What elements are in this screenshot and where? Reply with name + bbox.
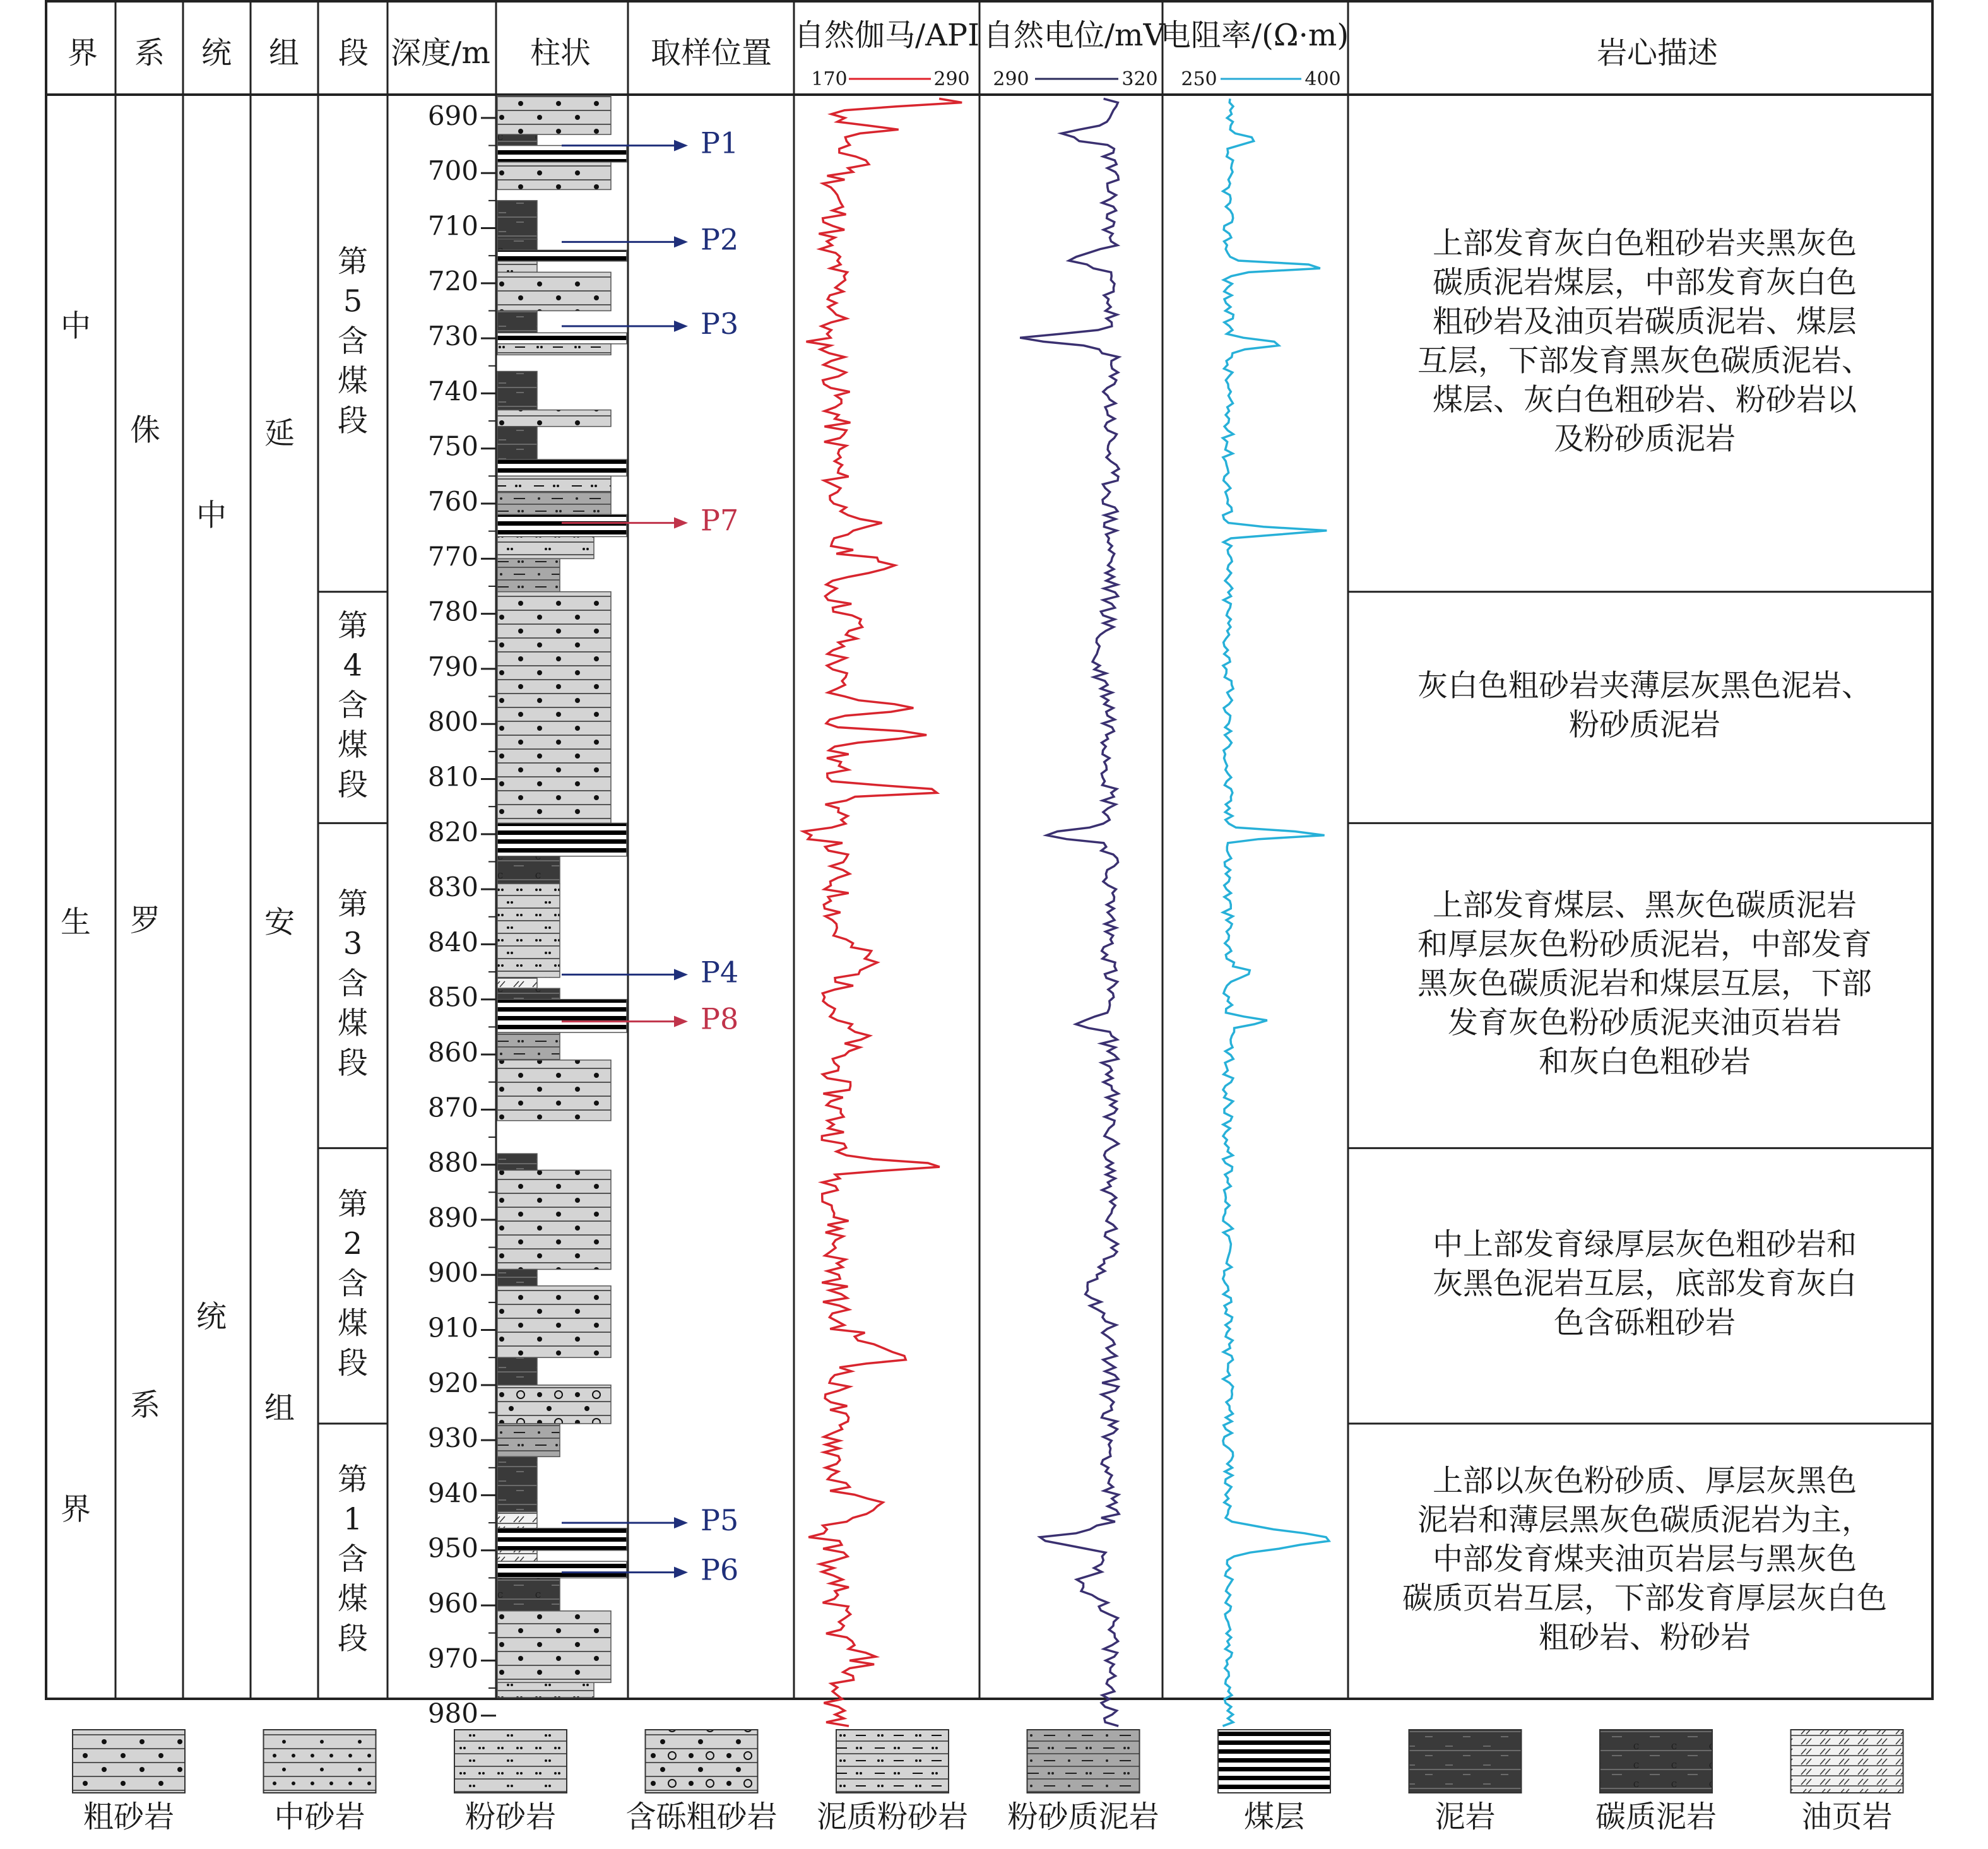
- strat-xi-char: 侏: [129, 412, 161, 448]
- lithology-layer-siltymud: [497, 493, 611, 515]
- member-1-char: 段: [337, 1621, 369, 1657]
- strat-xi-char: 罗: [129, 902, 161, 938]
- lithology-layer-oilshale: [497, 1551, 537, 1561]
- depth-tick-label: 710: [427, 210, 478, 242]
- lithology-layer-coarse: [497, 410, 611, 427]
- strat-tong-char: 统: [196, 1299, 227, 1335]
- description-line: 色含砾粗砂岩: [1553, 1305, 1736, 1341]
- strat-jie-char: 中: [60, 308, 92, 344]
- sample-arrow-head: [674, 321, 688, 332]
- header-column: 柱状: [530, 35, 591, 71]
- depth-tick-label: 930: [427, 1422, 478, 1454]
- strat-jie-char: 界: [60, 1491, 92, 1527]
- legend-label: 泥岩: [1435, 1799, 1496, 1834]
- lithology-layer-coal: [497, 823, 627, 856]
- sample-arrow-head: [674, 1016, 688, 1027]
- member-column: [318, 244, 388, 1656]
- legend-label: 碳质泥岩: [1595, 1799, 1717, 1834]
- lithology-layer-coarse: [497, 1170, 611, 1269]
- lithology-layer-coal: [497, 1561, 627, 1578]
- lithology-layer-siltymud: [497, 1032, 560, 1060]
- legend-label: 粗砂岩: [83, 1799, 175, 1834]
- resistivity-curve: [1222, 98, 1328, 1726]
- header-tong: 统: [201, 35, 232, 71]
- gamma-ray-curve: [803, 98, 962, 1726]
- sample-label: P7: [701, 503, 739, 538]
- legend-label: 油页岩: [1801, 1799, 1893, 1834]
- legend-label: 中砂岩: [274, 1799, 365, 1834]
- member-4-char: 段: [337, 767, 369, 803]
- core-description-column: [1348, 225, 1932, 1655]
- member-4-char: 煤: [337, 727, 369, 763]
- depth-tick-label: 900: [427, 1257, 478, 1289]
- strat-zu-char: 延: [264, 415, 295, 451]
- lithology-layer-mud: [497, 427, 537, 459]
- lithology-layer-muddysilt: [497, 344, 611, 355]
- rt-scale-max: 400: [1305, 68, 1341, 90]
- lithology-layer-coarse: [497, 592, 611, 824]
- description-line: 上部发育灰白色粗砂岩夹黑灰色: [1432, 225, 1857, 261]
- member-2-char: 第: [337, 1186, 369, 1222]
- depth-tick-label: 700: [427, 155, 478, 187]
- depth-tick-label: 870: [427, 1092, 478, 1123]
- gamma-scale-max: 290: [933, 68, 970, 90]
- member-5-char: 段: [337, 403, 369, 439]
- legend-swatch-muddysilt: [836, 1730, 949, 1793]
- depth-tick-label: 800: [427, 706, 478, 738]
- header-sample-position: 取样位置: [650, 35, 772, 71]
- depth-tick-label: 960: [427, 1588, 478, 1619]
- legend-label: 粉砂岩: [464, 1799, 557, 1834]
- legend-swatch-carbmud: [1600, 1730, 1712, 1793]
- log-curves: [803, 98, 1329, 1726]
- lithology-layer-oilshale: [497, 978, 537, 988]
- sample-label: P1: [701, 126, 739, 160]
- member-5-char: 5: [343, 283, 363, 319]
- member-1-char: 含: [337, 1541, 369, 1577]
- legend-swatch-oilshale: [1791, 1730, 1903, 1793]
- description-line: 碳质泥岩煤层，中部发育灰白色: [1432, 264, 1857, 300]
- lithology-layer-oilshale: [497, 1512, 537, 1528]
- depth-axis: [428, 100, 496, 1729]
- depth-tick-label: 830: [427, 871, 478, 903]
- header-resistivity: 电阻率/(Ω·m): [1160, 18, 1349, 53]
- description-line: 中部发育煤夹油页岩层与黑灰色: [1432, 1541, 1857, 1577]
- depth-tick-label: 810: [427, 761, 478, 793]
- sample-label: P8: [701, 1001, 739, 1036]
- depth-tick-label: 690: [427, 100, 478, 131]
- member-4-char: 含: [337, 687, 369, 723]
- member-5-char: 煤: [337, 363, 369, 399]
- lithology-layer-coal: [497, 333, 627, 343]
- header-depth: 深度/m: [391, 35, 490, 71]
- member-2-char: 2: [343, 1226, 363, 1262]
- description-line: 灰黑色泥岩互层，底部发育灰白: [1432, 1266, 1857, 1302]
- lithology-layer-silt: [497, 261, 537, 272]
- lithology-layer-carbmud: [497, 134, 537, 145]
- depth-tick-label: 940: [427, 1477, 478, 1509]
- depth-tick-label: 730: [427, 321, 478, 352]
- member-3-char: 煤: [337, 1005, 369, 1041]
- header-jie: 界: [67, 35, 98, 71]
- depth-tick-label: 880: [427, 1147, 478, 1178]
- strat-zu-char: 组: [264, 1390, 295, 1426]
- member-2-char: 含: [337, 1266, 369, 1302]
- description-line: 和灰白色粗砂岩: [1538, 1044, 1751, 1080]
- lithology-layer-coal: [497, 514, 627, 536]
- depth-tick-label: 760: [427, 486, 478, 517]
- member-1-char: 第: [337, 1462, 369, 1498]
- lithology-layer-silt: [497, 883, 560, 977]
- member-3-char: 段: [337, 1045, 369, 1081]
- lithology-layer-coal: [497, 146, 627, 162]
- strat-xi-char: 系: [129, 1387, 161, 1423]
- depth-tick-label: 820: [427, 816, 478, 848]
- lithology-legend: [73, 1730, 1903, 1834]
- stratigraphy-columns: [61, 309, 295, 1527]
- member-4-char: 4: [343, 647, 363, 683]
- lithology-layer-mud: [497, 1154, 537, 1170]
- lithology-layer-mud: [497, 310, 537, 333]
- member-5-char: 第: [337, 244, 369, 280]
- sample-label: P2: [701, 222, 739, 257]
- lithology-layer-mud: [497, 201, 537, 239]
- lithology-layer-coarse: [497, 1611, 611, 1682]
- description-line: 互层，下部发育黑灰色碳质泥岩、: [1417, 343, 1873, 379]
- depth-tick-label: 790: [427, 651, 478, 682]
- sp-curve: [1020, 98, 1119, 1726]
- depth-tick-label: 970: [427, 1643, 478, 1674]
- legend-swatch-medium: [264, 1730, 376, 1793]
- member-5-char: 含: [337, 323, 369, 359]
- lithology-layer-coal: [497, 1528, 627, 1551]
- depth-tick-label: 770: [427, 541, 478, 572]
- depth-tick-label: 750: [427, 430, 478, 462]
- lithology-layer-coal: [497, 459, 627, 476]
- sample-arrow-head: [674, 140, 688, 151]
- header-xi: 系: [134, 35, 165, 71]
- lithology-layer-coarse: [497, 1286, 611, 1357]
- legend-swatch-silt: [454, 1730, 567, 1793]
- description-line: 黑灰色碳质泥岩和煤层互层，下部: [1417, 966, 1873, 1001]
- depth-tick-label: 780: [427, 596, 478, 627]
- lithology-layer-mud: [497, 372, 537, 410]
- strat-tong-char: 中: [196, 497, 227, 533]
- sample-label: P4: [701, 955, 739, 989]
- gamma-scale-min: 170: [811, 68, 848, 90]
- lithology-layer-coal: [497, 1000, 627, 1032]
- description-line: 碳质页岩互层，下部发育厚层灰白色: [1402, 1580, 1888, 1616]
- legend-label: 粉砂质泥岩: [1007, 1799, 1159, 1834]
- description-line: 上部以灰色粉砂质、厚层灰黑色: [1432, 1463, 1857, 1499]
- header-sp: 自然电位/mV: [983, 18, 1166, 53]
- lithology-layer-coarse: [497, 1060, 611, 1121]
- description-line: 及粉砂质泥岩: [1553, 421, 1736, 457]
- description-line: 粗砂岩、粉砂岩: [1538, 1619, 1751, 1655]
- lithology-layer-siltymud: [497, 1424, 560, 1456]
- description-line: 灰白色粗砂岩夹薄层灰黑色泥岩、: [1417, 668, 1873, 704]
- lithology-layer-carbmud: [497, 856, 560, 884]
- lithology-layer-silt: [497, 1682, 594, 1698]
- lithology-column: [497, 96, 627, 1698]
- member-4-char: 第: [337, 608, 369, 644]
- sample-arrow-head: [674, 1517, 688, 1528]
- sample-arrow-head: [674, 969, 688, 980]
- depth-tick-label: 860: [427, 1037, 478, 1068]
- legend-swatch-coarse: [73, 1730, 185, 1793]
- lithology-layer-mud: [497, 1456, 537, 1511]
- lithology-layer-coal: [497, 250, 627, 261]
- lithology-layer-muddysilt: [497, 476, 611, 492]
- sp-scale-min: 290: [993, 68, 1029, 90]
- depth-tick-label: 850: [427, 981, 478, 1013]
- depth-tick-label: 980: [427, 1698, 478, 1729]
- sample-label: P3: [701, 306, 739, 341]
- sample-arrow-head: [674, 1567, 688, 1578]
- sample-arrow-head: [674, 236, 688, 247]
- legend-swatch-mud: [1409, 1730, 1522, 1793]
- depth-tick-label: 890: [427, 1202, 478, 1233]
- header-duan: 段: [338, 35, 369, 71]
- depth-tick-label: 740: [427, 375, 478, 407]
- lithology-layer-mud: [497, 1269, 537, 1285]
- member-3-char: 第: [337, 886, 369, 922]
- depth-tick-label: 840: [427, 926, 478, 958]
- header-core-description: 岩心描述: [1596, 35, 1719, 71]
- lithology-layer-carbmud: [497, 1578, 560, 1610]
- legend-label: 含砾粗砂岩: [625, 1799, 778, 1834]
- member-2-char: 段: [337, 1345, 369, 1381]
- depth-tick-label: 920: [427, 1367, 478, 1398]
- sp-scale-max: 320: [1121, 68, 1158, 90]
- member-3-char: 3: [343, 926, 363, 962]
- legend-swatch-siltymud: [1027, 1730, 1140, 1793]
- description-line: 中上部发育绿厚层灰色粗砂岩和: [1432, 1227, 1857, 1263]
- legend-swatch-pebbly: [646, 1730, 758, 1793]
- strat-zu-char: 安: [264, 904, 295, 940]
- legend-label: 泥质粉砂岩: [816, 1799, 969, 1834]
- depth-tick-label: 910: [427, 1312, 478, 1344]
- description-line: 和厚层灰色粉砂质泥岩，中部发育: [1417, 926, 1873, 962]
- sample-label: P6: [701, 1552, 739, 1587]
- member-2-char: 煤: [337, 1306, 369, 1342]
- legend-label: 煤层: [1243, 1799, 1305, 1834]
- column-headers: [68, 18, 1718, 90]
- member-1-char: 煤: [337, 1581, 369, 1617]
- lithology-layer-carbmud: [497, 239, 537, 250]
- header-gamma: 自然伽马/API: [793, 18, 980, 53]
- rt-scale-min: 250: [1181, 68, 1217, 90]
- description-line: 粉砂质泥岩: [1568, 707, 1721, 743]
- lithology-layer-coarse: [497, 162, 611, 190]
- lithology-layer-carbmud: [497, 988, 560, 999]
- lithology-layer-coarse: [497, 96, 611, 134]
- header-zu: 组: [268, 35, 300, 71]
- description-line: 粗砂岩及油页岩碳质泥岩、煤层: [1432, 304, 1857, 340]
- lithology-layer-siltymud: [497, 558, 560, 591]
- description-line: 发育灰色粉砂质泥夹油页岩岩: [1447, 1005, 1842, 1041]
- legend-swatch-coal: [1218, 1730, 1330, 1793]
- sample-arrow-head: [674, 517, 688, 529]
- lithology-layer-coarse: [497, 272, 611, 310]
- member-1-char: 1: [343, 1501, 363, 1537]
- sample-label: P5: [701, 1503, 739, 1538]
- lithology-layer-silt: [497, 536, 594, 558]
- description-line: 泥岩和薄层黑灰色碳质泥岩为主，: [1417, 1502, 1873, 1538]
- lithology-layer-mud: [497, 1357, 537, 1385]
- description-line: 煤层、灰白色粗砂岩、粉砂岩以: [1432, 382, 1857, 418]
- strat-jie-char: 生: [60, 904, 92, 940]
- depth-tick-label: 950: [427, 1532, 478, 1564]
- depth-tick-label: 720: [427, 265, 478, 297]
- member-3-char: 含: [337, 966, 369, 1001]
- description-line: 上部发育煤层、黑灰色碳质泥岩: [1432, 887, 1857, 923]
- lithology-layer-pebbly: [497, 1385, 611, 1424]
